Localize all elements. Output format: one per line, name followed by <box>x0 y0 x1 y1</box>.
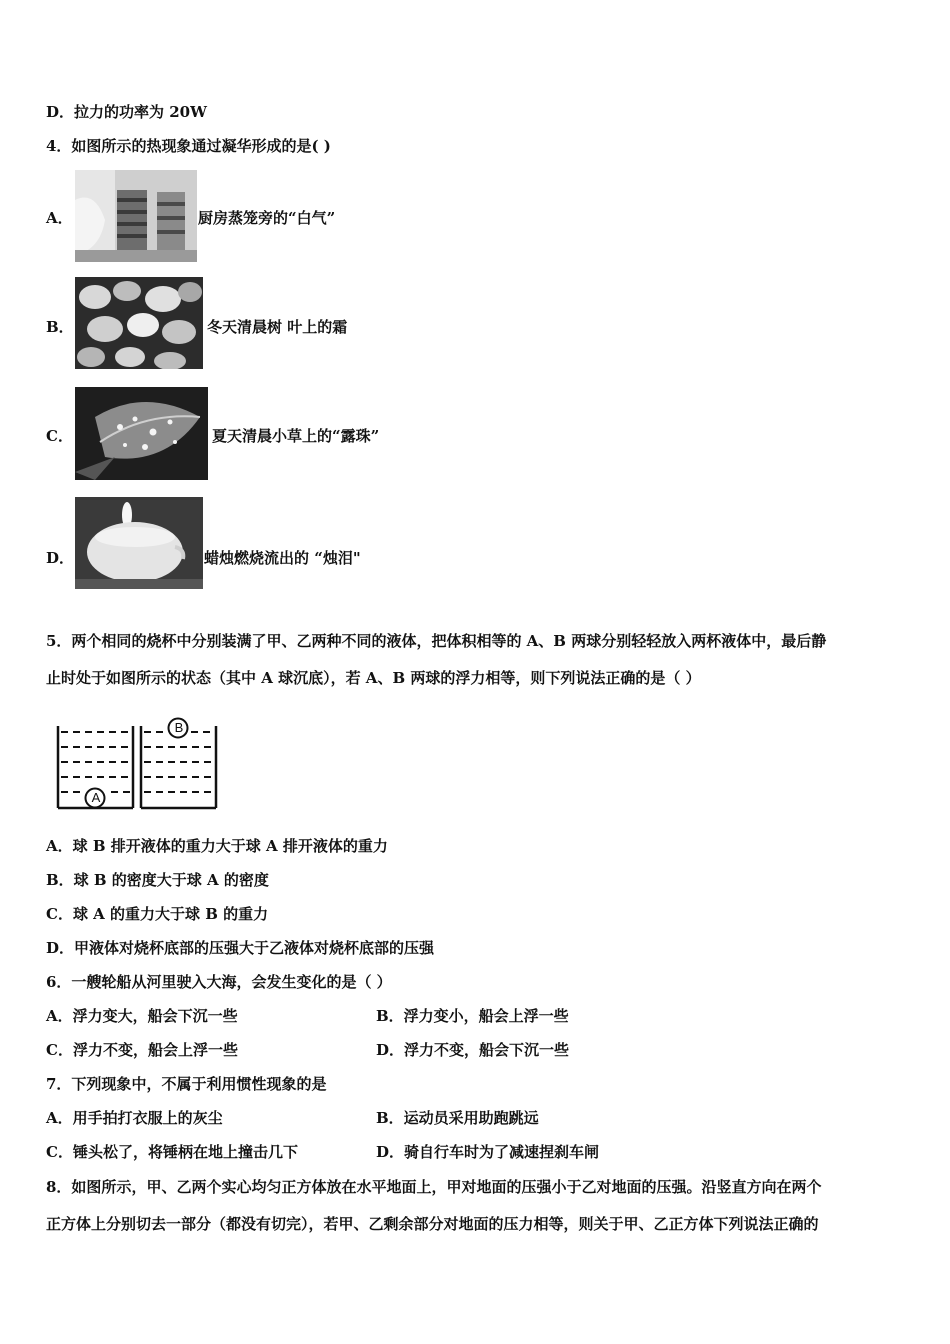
q5-option-b: B．球 B 的密度大于球 A 的密度 <box>46 871 269 889</box>
q4-option-b-text: 冬天清晨树 叶上的霜 <box>207 318 348 336</box>
q7-option-b: B．运动员采用助跑跳远 <box>376 1109 539 1127</box>
steamer-photo-icon <box>75 170 197 262</box>
q4-option-b-label: B． <box>46 318 74 336</box>
q5-option-c: C．球 A 的重力大于球 B 的重力 <box>46 905 269 923</box>
q5-stem-line2: 止时处于如图所示的状态（其中 A 球沉底），若 A、B 两球的浮力相等，则下列说法正确的是（ ） <box>46 669 701 687</box>
q6-stem: 6．一艘轮船从河里驶入大海，会发生变化的是（ ） <box>46 973 392 991</box>
ball-b-label: B <box>174 720 184 735</box>
q7-stem: 7．下列现象中，不属于利用惯性现象的是 <box>46 1075 327 1093</box>
q4-option-c-text: 夏天清晨小草上的“露珠” <box>212 427 380 445</box>
beakers-figure <box>55 716 220 811</box>
q5-stem-line1: 5．两个相同的烧杯中分别装满了甲、乙两种不同的液体，把体积相等的 A、B 两球分别轻轻放入两杯液体中，最后静 <box>46 632 827 650</box>
q6-option-c: C．浮力不变，船会上浮一些 <box>46 1041 238 1059</box>
q7-option-d: D．骑自行车时为了减速捏刹车闸 <box>376 1143 600 1161</box>
q4-option-d-label: D． <box>46 549 75 567</box>
q6-option-a: A．浮力变大，船会下沉一些 <box>46 1007 238 1025</box>
q8-stem-line2: 正方体上分别切去一部分（都没有切完），若甲、乙剩余部分对地面的压力相等，则关于甲、乙正方体下列说法正确的 <box>46 1215 819 1233</box>
q3-option-d: D．拉力的功率为 20W <box>46 103 207 121</box>
q7-option-a: A．用手拍打衣服上的灰尘 <box>46 1109 223 1127</box>
q4-option-a-text: 厨房蒸笼旁的“白气” <box>198 209 336 227</box>
frost-leaves-photo-icon <box>75 277 203 369</box>
q4-stem: 4．如图所示的热现象通过凝华形成的是( ) <box>46 137 331 155</box>
candle-photo-icon <box>75 497 203 589</box>
q5-option-d: D．甲液体对烧杯底部的压强大于乙液体对烧杯底部的压强 <box>46 939 435 957</box>
q4-option-a-label: A． <box>46 209 73 227</box>
q6-option-d: D．浮力不变，船会下沉一些 <box>376 1041 570 1059</box>
q8-stem-line1: 8．如图所示，甲、乙两个实心均匀正方体放在水平地面上，甲对地面的压强小于乙对地面的压强。沿竖直方向在两个 <box>46 1178 822 1196</box>
ball-a-label: A <box>91 790 101 805</box>
q4-option-d-text: 蜡烛燃烧流出的 “烛泪" <box>204 549 361 567</box>
q4-option-c-label: C． <box>46 427 73 445</box>
q5-option-a: A．球 B 排开液体的重力大于球 A 排开液体的重力 <box>46 837 388 855</box>
q6-option-b: B．浮力变小，船会上浮一些 <box>376 1007 569 1025</box>
q7-option-c: C．锤头松了，将锤柄在地上撞击几下 <box>46 1143 298 1161</box>
dew-leaf-photo-icon <box>75 387 208 480</box>
